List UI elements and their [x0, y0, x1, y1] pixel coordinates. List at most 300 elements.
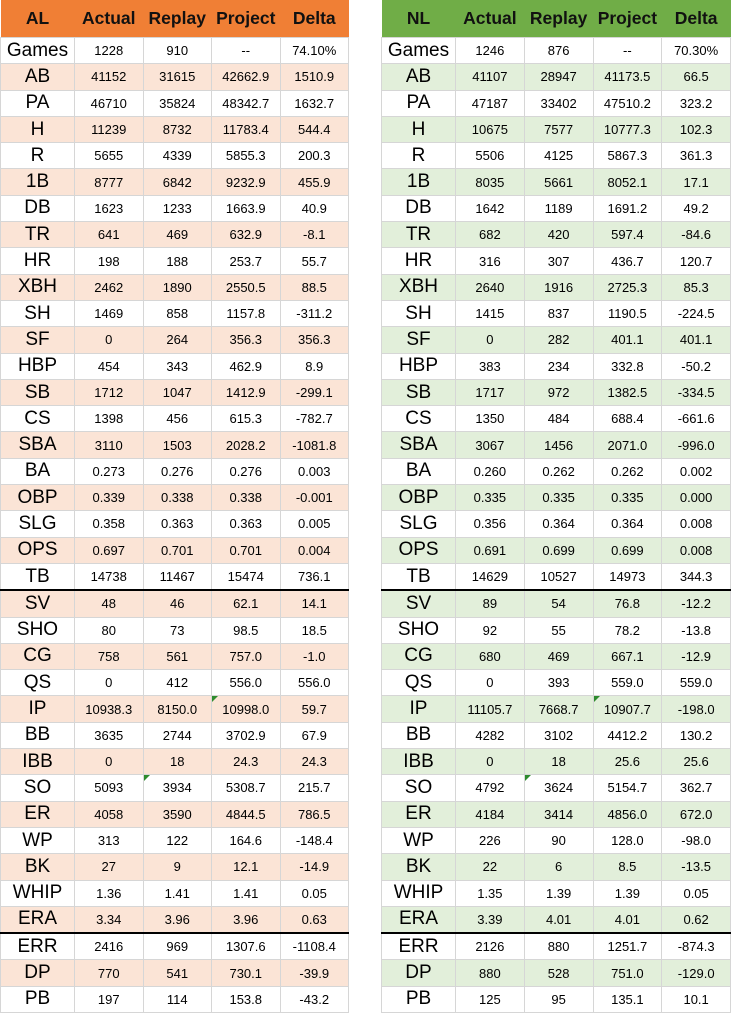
nl-cell-project[interactable]: 1382.5	[593, 379, 662, 405]
nl-cell-delta[interactable]: 17.1	[662, 169, 731, 195]
nl-cell-project[interactable]: 1190.5	[593, 300, 662, 326]
nl-cell-stat[interactable]: IP	[382, 696, 456, 722]
al-cell-project[interactable]: 11783.4	[212, 116, 281, 142]
al-cell-delta[interactable]: 544.4	[280, 116, 349, 142]
nl-cell-stat[interactable]: SO	[382, 775, 456, 801]
nl-cell-stat[interactable]: ER	[382, 801, 456, 827]
al-cell-actual[interactable]: 4058	[75, 801, 144, 827]
al-cell-delta[interactable]: 40.9	[280, 195, 349, 221]
al-cell-actual[interactable]: 197	[75, 986, 144, 1012]
nl-cell-actual[interactable]: 680	[456, 643, 525, 669]
al-cell-project[interactable]: 9232.9	[212, 169, 281, 195]
nl-cell-replay[interactable]: 4125	[524, 143, 593, 169]
al-cell-delta[interactable]: 556.0	[280, 670, 349, 696]
nl-cell-replay[interactable]: 0.335	[524, 485, 593, 511]
nl-cell-actual[interactable]: 0	[456, 670, 525, 696]
al-cell-project[interactable]: 3702.9	[212, 722, 281, 748]
al-cell-replay[interactable]: 8732	[143, 116, 212, 142]
nl-cell-delta[interactable]: 0.05	[662, 880, 731, 906]
al-cell-project[interactable]: 2550.5	[212, 274, 281, 300]
al-cell-actual[interactable]: 2462	[75, 274, 144, 300]
al-cell-delta[interactable]: 455.9	[280, 169, 349, 195]
nl-cell-project[interactable]: 667.1	[593, 643, 662, 669]
al-cell-replay[interactable]: 969	[143, 933, 212, 960]
al-cell-actual[interactable]: 0.358	[75, 511, 144, 537]
al-cell-stat[interactable]: H	[1, 116, 75, 142]
al-cell-project[interactable]: 462.9	[212, 353, 281, 379]
al-cell-replay[interactable]: 2744	[143, 722, 212, 748]
nl-cell-replay[interactable]: 33402	[524, 90, 593, 116]
nl-cell-replay[interactable]: 0.699	[524, 537, 593, 563]
al-cell-actual[interactable]: 1398	[75, 406, 144, 432]
al-cell-delta[interactable]: 55.7	[280, 248, 349, 274]
al-cell-delta[interactable]: -311.2	[280, 300, 349, 326]
nl-cell-replay[interactable]: 54	[524, 590, 593, 617]
al-cell-delta[interactable]: -1081.8	[280, 432, 349, 458]
al-cell-delta[interactable]: -39.9	[280, 960, 349, 986]
al-cell-replay[interactable]: 11467	[143, 563, 212, 590]
nl-cell-project[interactable]: 5867.3	[593, 143, 662, 169]
nl-cell-actual[interactable]: 4792	[456, 775, 525, 801]
al-cell-actual[interactable]: 1469	[75, 300, 144, 326]
al-cell-replay[interactable]: 122	[143, 827, 212, 853]
al-cell-stat[interactable]: SLG	[1, 511, 75, 537]
nl-cell-delta[interactable]: 672.0	[662, 801, 731, 827]
nl-cell-project[interactable]: 5154.7	[593, 775, 662, 801]
al-cell-stat[interactable]: PA	[1, 90, 75, 116]
al-cell-delta[interactable]: 14.1	[280, 590, 349, 617]
nl-cell-actual[interactable]: 41107	[456, 64, 525, 90]
al-cell-replay[interactable]: 1890	[143, 274, 212, 300]
al-cell-replay[interactable]: 188	[143, 248, 212, 274]
al-cell-replay[interactable]: 35824	[143, 90, 212, 116]
nl-cell-replay[interactable]: 393	[524, 670, 593, 696]
al-cell-delta[interactable]: 736.1	[280, 563, 349, 590]
nl-cell-actual[interactable]: 0	[456, 327, 525, 353]
al-cell-stat[interactable]: R	[1, 143, 75, 169]
nl-cell-actual[interactable]: 1642	[456, 195, 525, 221]
al-cell-actual[interactable]: 1228	[75, 38, 144, 64]
nl-cell-stat[interactable]: SH	[382, 300, 456, 326]
nl-cell-actual[interactable]: 880	[456, 960, 525, 986]
al-cell-actual[interactable]: 8777	[75, 169, 144, 195]
nl-cell-replay[interactable]: 0.364	[524, 511, 593, 537]
al-cell-actual[interactable]: 3635	[75, 722, 144, 748]
al-cell-delta[interactable]: -148.4	[280, 827, 349, 853]
nl-cell-stat[interactable]: SHO	[382, 617, 456, 643]
al-cell-delta[interactable]: -1108.4	[280, 933, 349, 960]
nl-cell-project[interactable]: 25.6	[593, 749, 662, 775]
nl-cell-actual[interactable]: 0.260	[456, 458, 525, 484]
nl-cell-stat[interactable]: PB	[382, 986, 456, 1012]
nl-cell-actual[interactable]: 0.691	[456, 537, 525, 563]
al-cell-actual[interactable]: 1712	[75, 379, 144, 405]
al-cell-project[interactable]: 98.5	[212, 617, 281, 643]
nl-cell-actual[interactable]: 316	[456, 248, 525, 274]
al-cell-stat[interactable]: CG	[1, 643, 75, 669]
nl-cell-project[interactable]: 1251.7	[593, 933, 662, 960]
nl-cell-replay[interactable]: 837	[524, 300, 593, 326]
nl-cell-delta[interactable]: 401.1	[662, 327, 731, 353]
al-cell-stat[interactable]: SF	[1, 327, 75, 353]
nl-cell-project[interactable]: 688.4	[593, 406, 662, 432]
al-header-actual[interactable]: Actual	[75, 0, 144, 38]
nl-cell-actual[interactable]: 2640	[456, 274, 525, 300]
al-cell-stat[interactable]: HBP	[1, 353, 75, 379]
al-cell-actual[interactable]: 1623	[75, 195, 144, 221]
al-cell-project[interactable]: 1412.9	[212, 379, 281, 405]
nl-cell-actual[interactable]: 4184	[456, 801, 525, 827]
al-cell-actual[interactable]: 454	[75, 353, 144, 379]
nl-cell-stat[interactable]: TB	[382, 563, 456, 590]
al-cell-project[interactable]: 10998.0	[212, 696, 281, 722]
al-cell-project[interactable]: 12.1	[212, 854, 281, 880]
nl-cell-actual[interactable]: 1415	[456, 300, 525, 326]
nl-cell-stat[interactable]: DB	[382, 195, 456, 221]
al-cell-actual[interactable]: 27	[75, 854, 144, 880]
al-cell-replay[interactable]: 18	[143, 749, 212, 775]
al-cell-delta[interactable]: 200.3	[280, 143, 349, 169]
nl-cell-project[interactable]: 1.39	[593, 880, 662, 906]
nl-cell-actual[interactable]: 0	[456, 749, 525, 775]
nl-cell-delta[interactable]: 323.2	[662, 90, 731, 116]
al-cell-stat[interactable]: DB	[1, 195, 75, 221]
al-cell-replay[interactable]: 4339	[143, 143, 212, 169]
nl-cell-project[interactable]: 8.5	[593, 854, 662, 880]
al-cell-stat[interactable]: SO	[1, 775, 75, 801]
nl-cell-delta[interactable]: -12.2	[662, 590, 731, 617]
nl-cell-stat[interactable]: BK	[382, 854, 456, 880]
al-cell-stat[interactable]: IP	[1, 696, 75, 722]
al-cell-project[interactable]: 42662.9	[212, 64, 281, 90]
nl-cell-actual[interactable]: 92	[456, 617, 525, 643]
nl-cell-project[interactable]: 0.699	[593, 537, 662, 563]
nl-cell-project[interactable]: 436.7	[593, 248, 662, 274]
al-cell-replay[interactable]: 3.96	[143, 906, 212, 933]
nl-cell-actual[interactable]: 11105.7	[456, 696, 525, 722]
al-cell-replay[interactable]: 858	[143, 300, 212, 326]
al-cell-replay[interactable]: 9	[143, 854, 212, 880]
al-cell-actual[interactable]: 0	[75, 327, 144, 353]
al-cell-stat[interactable]: QS	[1, 670, 75, 696]
nl-cell-stat[interactable]: PA	[382, 90, 456, 116]
nl-cell-delta[interactable]: 120.7	[662, 248, 731, 274]
al-cell-delta[interactable]: 0.63	[280, 906, 349, 933]
nl-cell-stat[interactable]: Games	[382, 38, 456, 64]
nl-cell-stat[interactable]: DP	[382, 960, 456, 986]
al-cell-stat[interactable]: AB	[1, 64, 75, 90]
al-cell-project[interactable]: 0.338	[212, 485, 281, 511]
al-cell-delta[interactable]: 88.5	[280, 274, 349, 300]
nl-cell-stat[interactable]: HBP	[382, 353, 456, 379]
nl-cell-actual[interactable]: 226	[456, 827, 525, 853]
nl-cell-project[interactable]: 8052.1	[593, 169, 662, 195]
al-cell-stat[interactable]: SBA	[1, 432, 75, 458]
al-cell-stat[interactable]: SHO	[1, 617, 75, 643]
nl-cell-delta[interactable]: 102.3	[662, 116, 731, 142]
nl-cell-delta[interactable]: -13.5	[662, 854, 731, 880]
al-cell-stat[interactable]: SV	[1, 590, 75, 617]
nl-cell-stat[interactable]: CG	[382, 643, 456, 669]
nl-cell-delta[interactable]: 344.3	[662, 563, 731, 590]
nl-cell-actual[interactable]: 10675	[456, 116, 525, 142]
al-cell-replay[interactable]: 541	[143, 960, 212, 986]
nl-cell-replay[interactable]: 1.39	[524, 880, 593, 906]
nl-cell-project[interactable]: 559.0	[593, 670, 662, 696]
nl-cell-replay[interactable]: 1456	[524, 432, 593, 458]
al-cell-stat[interactable]: SB	[1, 379, 75, 405]
al-cell-project[interactable]: 1.41	[212, 880, 281, 906]
al-cell-project[interactable]: 164.6	[212, 827, 281, 853]
nl-cell-actual[interactable]: 22	[456, 854, 525, 880]
al-cell-actual[interactable]: 2416	[75, 933, 144, 960]
nl-cell-replay[interactable]: 10527	[524, 563, 593, 590]
al-cell-stat[interactable]: OPS	[1, 537, 75, 563]
al-cell-actual[interactable]: 80	[75, 617, 144, 643]
al-cell-project[interactable]: 0.363	[212, 511, 281, 537]
al-cell-project[interactable]: 5855.3	[212, 143, 281, 169]
nl-cell-delta[interactable]: 66.5	[662, 64, 731, 90]
nl-cell-project[interactable]: 10907.7	[593, 696, 662, 722]
nl-cell-delta[interactable]: 0.62	[662, 906, 731, 933]
nl-cell-replay[interactable]: 282	[524, 327, 593, 353]
nl-cell-stat[interactable]: QS	[382, 670, 456, 696]
nl-cell-actual[interactable]: 0.356	[456, 511, 525, 537]
al-cell-replay[interactable]: 0.701	[143, 537, 212, 563]
al-cell-replay[interactable]: 1233	[143, 195, 212, 221]
nl-header-actual[interactable]: Actual	[456, 0, 525, 38]
nl-cell-actual[interactable]: 14629	[456, 563, 525, 590]
al-cell-replay[interactable]: 561	[143, 643, 212, 669]
nl-cell-replay[interactable]: 5661	[524, 169, 593, 195]
nl-cell-actual[interactable]: 8035	[456, 169, 525, 195]
al-cell-project[interactable]: 3.96	[212, 906, 281, 933]
nl-cell-delta[interactable]: 361.3	[662, 143, 731, 169]
nl-cell-replay[interactable]: 420	[524, 222, 593, 248]
al-cell-stat[interactable]: 1B	[1, 169, 75, 195]
nl-cell-project[interactable]: 4412.2	[593, 722, 662, 748]
al-cell-actual[interactable]: 641	[75, 222, 144, 248]
nl-cell-project[interactable]: 4856.0	[593, 801, 662, 827]
al-cell-delta[interactable]: -1.0	[280, 643, 349, 669]
al-cell-replay[interactable]: 910	[143, 38, 212, 64]
nl-cell-replay[interactable]: 4.01	[524, 906, 593, 933]
nl-cell-stat[interactable]: SLG	[382, 511, 456, 537]
nl-cell-project[interactable]: 128.0	[593, 827, 662, 853]
nl-cell-delta[interactable]: 0.002	[662, 458, 731, 484]
al-cell-project[interactable]: 153.8	[212, 986, 281, 1012]
nl-cell-actual[interactable]: 383	[456, 353, 525, 379]
nl-cell-replay[interactable]: 469	[524, 643, 593, 669]
al-cell-actual[interactable]: 0.273	[75, 458, 144, 484]
nl-cell-replay[interactable]: 90	[524, 827, 593, 853]
al-cell-stat[interactable]: CS	[1, 406, 75, 432]
al-cell-replay[interactable]: 6842	[143, 169, 212, 195]
nl-cell-project[interactable]: 2071.0	[593, 432, 662, 458]
al-cell-actual[interactable]: 770	[75, 960, 144, 986]
al-cell-delta[interactable]: 356.3	[280, 327, 349, 353]
al-cell-stat[interactable]: BA	[1, 458, 75, 484]
nl-cell-stat[interactable]: 1B	[382, 169, 456, 195]
al-cell-replay[interactable]: 1.41	[143, 880, 212, 906]
al-cell-project[interactable]: 0.276	[212, 458, 281, 484]
nl-cell-project[interactable]: 0.262	[593, 458, 662, 484]
al-cell-project[interactable]: 15474	[212, 563, 281, 590]
al-cell-delta[interactable]: 1632.7	[280, 90, 349, 116]
al-cell-stat[interactable]: Games	[1, 38, 75, 64]
al-cell-project[interactable]: 730.1	[212, 960, 281, 986]
al-cell-replay[interactable]: 46	[143, 590, 212, 617]
nl-cell-project[interactable]: 14973	[593, 563, 662, 590]
al-cell-project[interactable]: 1157.8	[212, 300, 281, 326]
nl-cell-stat[interactable]: BB	[382, 722, 456, 748]
al-cell-replay[interactable]: 0.338	[143, 485, 212, 511]
al-cell-stat[interactable]: XBH	[1, 274, 75, 300]
al-header-stat[interactable]: AL	[1, 0, 75, 38]
al-cell-project[interactable]: 0.701	[212, 537, 281, 563]
nl-cell-stat[interactable]: OBP	[382, 485, 456, 511]
nl-cell-actual[interactable]: 125	[456, 986, 525, 1012]
nl-cell-actual[interactable]: 89	[456, 590, 525, 617]
al-cell-actual[interactable]: 313	[75, 827, 144, 853]
al-cell-project[interactable]: 2028.2	[212, 432, 281, 458]
al-header-project[interactable]: Project	[212, 0, 281, 38]
al-cell-delta[interactable]: 67.9	[280, 722, 349, 748]
al-cell-replay[interactable]: 1503	[143, 432, 212, 458]
al-cell-replay[interactable]: 456	[143, 406, 212, 432]
nl-cell-stat[interactable]: BA	[382, 458, 456, 484]
al-cell-actual[interactable]: 5093	[75, 775, 144, 801]
al-cell-delta[interactable]: 0.004	[280, 537, 349, 563]
al-cell-stat[interactable]: ER	[1, 801, 75, 827]
al-cell-delta[interactable]: 215.7	[280, 775, 349, 801]
al-cell-stat[interactable]: ERA	[1, 906, 75, 933]
nl-cell-project[interactable]: 332.8	[593, 353, 662, 379]
al-cell-stat[interactable]: TB	[1, 563, 75, 590]
al-cell-stat[interactable]: ERR	[1, 933, 75, 960]
nl-cell-delta[interactable]: -84.6	[662, 222, 731, 248]
nl-cell-delta[interactable]: 130.2	[662, 722, 731, 748]
al-cell-stat[interactable]: BB	[1, 722, 75, 748]
al-cell-delta[interactable]: 0.005	[280, 511, 349, 537]
al-cell-replay[interactable]: 31615	[143, 64, 212, 90]
nl-cell-delta[interactable]: -661.6	[662, 406, 731, 432]
al-cell-project[interactable]: 253.7	[212, 248, 281, 274]
al-cell-delta[interactable]: -14.9	[280, 854, 349, 880]
al-cell-stat[interactable]: DP	[1, 960, 75, 986]
nl-cell-replay[interactable]: 972	[524, 379, 593, 405]
nl-cell-actual[interactable]: 3.39	[456, 906, 525, 933]
nl-cell-replay[interactable]: 484	[524, 406, 593, 432]
nl-cell-delta[interactable]: 70.30%	[662, 38, 731, 64]
nl-header-project[interactable]: Project	[593, 0, 662, 38]
al-cell-actual[interactable]: 1.36	[75, 880, 144, 906]
al-cell-actual[interactable]: 0	[75, 670, 144, 696]
nl-cell-stat[interactable]: ERR	[382, 933, 456, 960]
nl-cell-replay[interactable]: 234	[524, 353, 593, 379]
nl-cell-delta[interactable]: 0.000	[662, 485, 731, 511]
nl-cell-stat[interactable]: SF	[382, 327, 456, 353]
nl-cell-delta[interactable]: 85.3	[662, 274, 731, 300]
nl-cell-replay[interactable]: 7668.7	[524, 696, 593, 722]
al-cell-replay[interactable]: 343	[143, 353, 212, 379]
al-cell-delta[interactable]: 0.003	[280, 458, 349, 484]
nl-cell-project[interactable]: 0.335	[593, 485, 662, 511]
nl-cell-replay[interactable]: 6	[524, 854, 593, 880]
al-cell-project[interactable]: 556.0	[212, 670, 281, 696]
nl-cell-actual[interactable]: 1717	[456, 379, 525, 405]
nl-cell-stat[interactable]: HR	[382, 248, 456, 274]
nl-cell-delta[interactable]: -874.3	[662, 933, 731, 960]
al-cell-stat[interactable]: WP	[1, 827, 75, 853]
al-cell-actual[interactable]: 10938.3	[75, 696, 144, 722]
nl-cell-project[interactable]: 41173.5	[593, 64, 662, 90]
nl-cell-stat[interactable]: OPS	[382, 537, 456, 563]
nl-cell-project[interactable]: 401.1	[593, 327, 662, 353]
al-cell-project[interactable]: 615.3	[212, 406, 281, 432]
nl-cell-project[interactable]: 1691.2	[593, 195, 662, 221]
nl-cell-replay[interactable]: 3102	[524, 722, 593, 748]
al-cell-actual[interactable]: 758	[75, 643, 144, 669]
nl-cell-replay[interactable]: 28947	[524, 64, 593, 90]
al-cell-delta[interactable]: 0.05	[280, 880, 349, 906]
nl-cell-stat[interactable]: R	[382, 143, 456, 169]
nl-cell-replay[interactable]: 1189	[524, 195, 593, 221]
nl-cell-actual[interactable]: 682	[456, 222, 525, 248]
nl-cell-replay[interactable]: 95	[524, 986, 593, 1012]
al-cell-project[interactable]: 24.3	[212, 749, 281, 775]
nl-cell-project[interactable]: 135.1	[593, 986, 662, 1012]
nl-cell-delta[interactable]: -198.0	[662, 696, 731, 722]
nl-cell-delta[interactable]: -98.0	[662, 827, 731, 853]
nl-cell-delta[interactable]: 362.7	[662, 775, 731, 801]
nl-cell-actual[interactable]: 4282	[456, 722, 525, 748]
nl-cell-replay[interactable]: 307	[524, 248, 593, 274]
nl-cell-replay[interactable]: 876	[524, 38, 593, 64]
al-cell-actual[interactable]: 198	[75, 248, 144, 274]
nl-cell-actual[interactable]: 47187	[456, 90, 525, 116]
al-cell-delta[interactable]: 74.10%	[280, 38, 349, 64]
nl-cell-project[interactable]: 76.8	[593, 590, 662, 617]
al-cell-delta[interactable]: -299.1	[280, 379, 349, 405]
nl-cell-project[interactable]: 751.0	[593, 960, 662, 986]
al-cell-actual[interactable]: 5655	[75, 143, 144, 169]
nl-cell-delta[interactable]: 10.1	[662, 986, 731, 1012]
al-cell-delta[interactable]: 18.5	[280, 617, 349, 643]
nl-cell-actual[interactable]: 2126	[456, 933, 525, 960]
al-cell-stat[interactable]: OBP	[1, 485, 75, 511]
nl-cell-delta[interactable]: -996.0	[662, 432, 731, 458]
nl-cell-project[interactable]: 4.01	[593, 906, 662, 933]
nl-cell-stat[interactable]: CS	[382, 406, 456, 432]
al-cell-delta[interactable]: -8.1	[280, 222, 349, 248]
nl-cell-stat[interactable]: AB	[382, 64, 456, 90]
al-cell-actual[interactable]: 3110	[75, 432, 144, 458]
al-cell-delta[interactable]: -43.2	[280, 986, 349, 1012]
al-header-delta[interactable]: Delta	[280, 0, 349, 38]
al-cell-replay[interactable]: 412	[143, 670, 212, 696]
al-cell-project[interactable]: 5308.7	[212, 775, 281, 801]
nl-cell-delta[interactable]: 0.008	[662, 511, 731, 537]
nl-cell-replay[interactable]: 1916	[524, 274, 593, 300]
nl-cell-replay[interactable]: 3414	[524, 801, 593, 827]
al-header-replay[interactable]: Replay	[143, 0, 212, 38]
nl-header-replay[interactable]: Replay	[524, 0, 593, 38]
al-cell-stat[interactable]: SH	[1, 300, 75, 326]
al-cell-project[interactable]: 48342.7	[212, 90, 281, 116]
al-cell-actual[interactable]: 0	[75, 749, 144, 775]
nl-cell-stat[interactable]: SB	[382, 379, 456, 405]
